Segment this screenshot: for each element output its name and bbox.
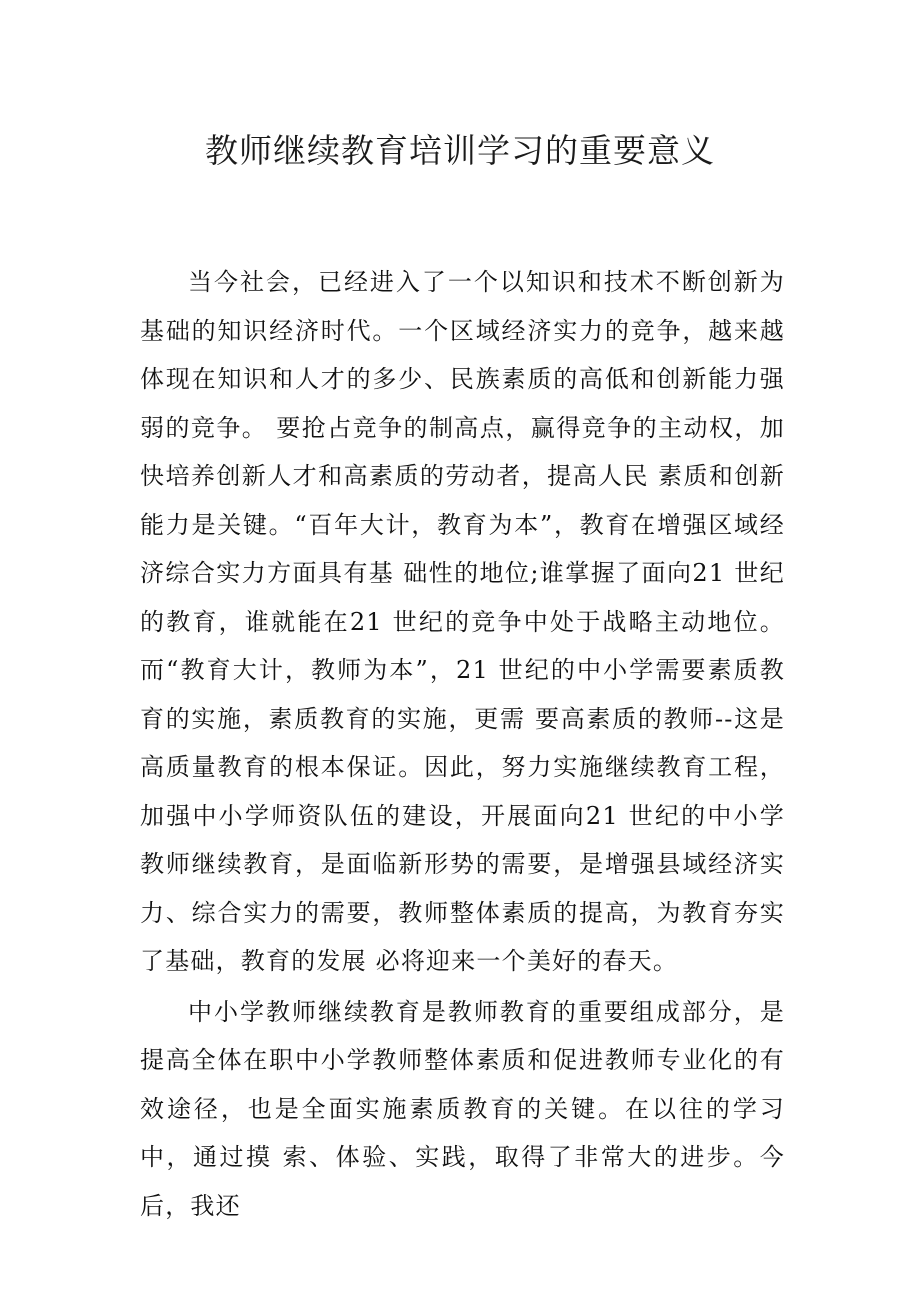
paragraph-2: 中小学教师继续教育是教师教育的重要组成部分，是提高全体在职中小学教师整体素质和促进教师专业化的有效途径，也是全面实施素质教育的关键。在以往的学习中，通过摸 索、体验、实践，取得了非常大的进步。今后，我还 [140, 997, 785, 1220]
document-title: 教师继续教育培训学习的重要意义 [205, 131, 715, 170]
document-body [140, 258, 785, 1232]
paragraph-1: 当今社会，已经进入了一个以知识和技术不断创新为基础的知识经济时代。一个区域经济实力的竞争，越来越体现在知识和人才的多少、民族素质的高低和创新能力强弱的竞争。 要抢占竞争的制高点，赢得竞争的主动权，加快培养创新人才和高素质的劳动者，提高人民 素质和创新能力是关键。“百年大计，教育为本”，教育在增强区域经济综合实力方面具有基 础性的地位;谁掌握了面向21 世纪的教育，谁就能在21 世纪的竞争中处于战略主动地位。而“教育大计，教师为本”，21 世纪的中小学需要素质教育的实施，素质教育的实施，更需 要高素质的教师--这是高质量教育的根本保证。因此，努力实施继续教育工程，加强中小学师资队伍的建设，开展面向21 世纪的中小学教师继续教育，是面临新形势的需要，是增强县域经济实力、综合实力的需要，教师整体素质的提高，为教育夯实了基础，教育的发展 必将迎来一个美好的春天。 [140, 268, 785, 975]
